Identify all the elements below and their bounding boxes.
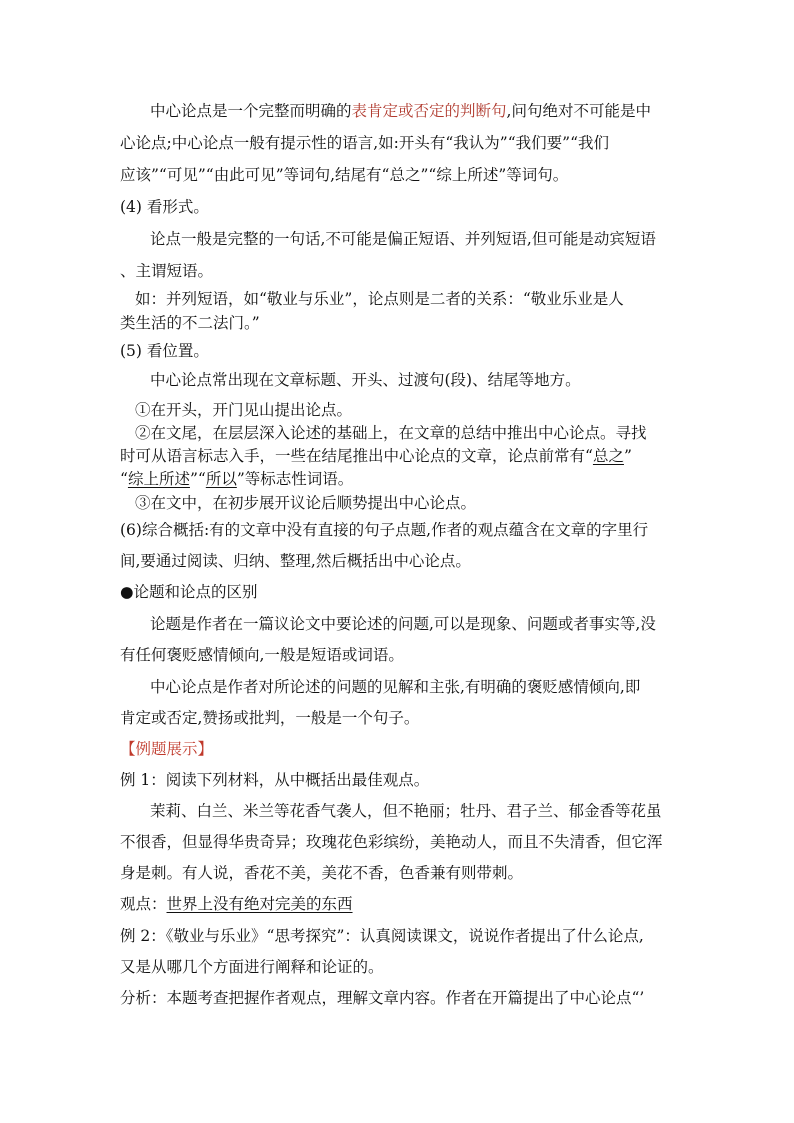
text: 中心论点是一个完整而明确的 [150, 102, 352, 120]
highlighted-phrase: 表肯定或否定的判断句 [351, 102, 507, 120]
heading-4: (4) 看形式。 [120, 198, 209, 216]
text: 时可从语言标志入手，一些在结尾推出中心论点的文章，论点前常有“ [120, 447, 593, 465]
heading-6-line2: 间,要通过阅读、归纳、整理,然后概括出中心论点。 [120, 552, 471, 570]
text: ” [623, 447, 632, 465]
para2-line2: 、主谓短语。 [120, 262, 214, 280]
example-1-prompt: 例 1：阅读下列材料，从中概括出最佳观点。 [120, 771, 430, 789]
viewpoint-label: 观点： [120, 895, 167, 913]
bullet-heading: ●论题和论点的区别 [120, 583, 258, 601]
text: ,问句绝对不可能是中 [506, 102, 651, 120]
para3-line1: 如：并列短语，如“敬业与乐业”，论点则是二者的关系：“敬业乐业是人 [135, 290, 624, 308]
para3-line2: 类生活的不二法门。” [120, 314, 260, 332]
example-section-tag: 【例题展示】 [120, 740, 214, 758]
list-item-2-line1: ②在文尾，在层层深入论述的基础上，在文章的总结中推出中心论点。寻找 [135, 424, 647, 442]
heading-6-line1: (6)综合概括:有的文章中没有直接的句子点题,作者的观点蕴含在文章的字里行 [120, 521, 649, 539]
example-1-text-line1: 茉莉、白兰、米兰等花香气袭人，但不艳丽；牡丹、君子兰、郁金香等花虽 [150, 802, 662, 820]
list-item-1: ①在开头，开门见山提出论点。 [135, 401, 353, 419]
example-2-line1: 例 2：《敬业与乐业》“思考探究”：认真阅读课文，说说作者提出了什么论点, [120, 927, 644, 945]
para5-line2: 有任何褒贬感情倾向,一般是短语或词语。 [120, 646, 404, 664]
para1-line3: 应该”“可见”“由此可见”等词句,结尾有“总之”“综上所述”等词句。 [120, 166, 569, 184]
text: ”等标志性词语。 [236, 470, 354, 488]
underlined-keyword: 综上所述 [127, 470, 190, 488]
example-1-text-line3: 身是刺。有人说，香花不美，美花不香，色香兼有则带刺。 [120, 864, 524, 882]
para2-line1: 论点一般是完整的一句话,不可能是偏正短语、并列短语,但可能是动宾短语 [150, 230, 656, 248]
underlined-keyword: 总之 [592, 447, 624, 465]
para1-line2: 心论点;中心论点一般有提示性的语言,如:开头有“我认为”“我们要”“我们 [120, 134, 609, 152]
example-2-line2: 又是从哪几个方面进行阐释和论证的。 [120, 958, 384, 976]
heading-5: (5) 看位置。 [120, 342, 209, 360]
list-item-3: ③在文中，在初步展开议论后顺势提出中心论点。 [135, 494, 477, 512]
list-item-2-line3 [120, 469, 353, 489]
para5-line1: 论题是作者在一篇议论文中要论述的问题,可以是现象、问题或者事实等,没 [150, 615, 656, 633]
para6-line2: 肯定或否定,赞扬或批判，一般是一个句子。 [120, 709, 420, 727]
list-item-2-line2 [120, 446, 632, 466]
analysis-line: 分析：本题考查把握作者观点，理解文章内容。作者在开篇提出了中心论点“’ [120, 989, 645, 1007]
viewpoint-answer: 世界上没有绝对完美的东西 [166, 895, 353, 913]
example-1-text-line2: 不很香，但显得华贵奇异；玫瑰花色彩缤纷，美艳动人，而且不失清香，但它浑 [120, 833, 663, 851]
para6-line1: 中心论点是作者对所论述的问题的见解和主张,有明确的褒贬感情倾向,即 [150, 678, 641, 696]
underlined-keyword: 所以 [205, 470, 237, 488]
viewpoint-line [120, 894, 353, 914]
text: ”“ [189, 470, 206, 488]
text: “ [120, 470, 128, 488]
para1-line1 [150, 101, 651, 121]
para4: 中心论点常出现在文章标题、开头、过渡句(段)、结尾等地方。 [150, 371, 581, 389]
